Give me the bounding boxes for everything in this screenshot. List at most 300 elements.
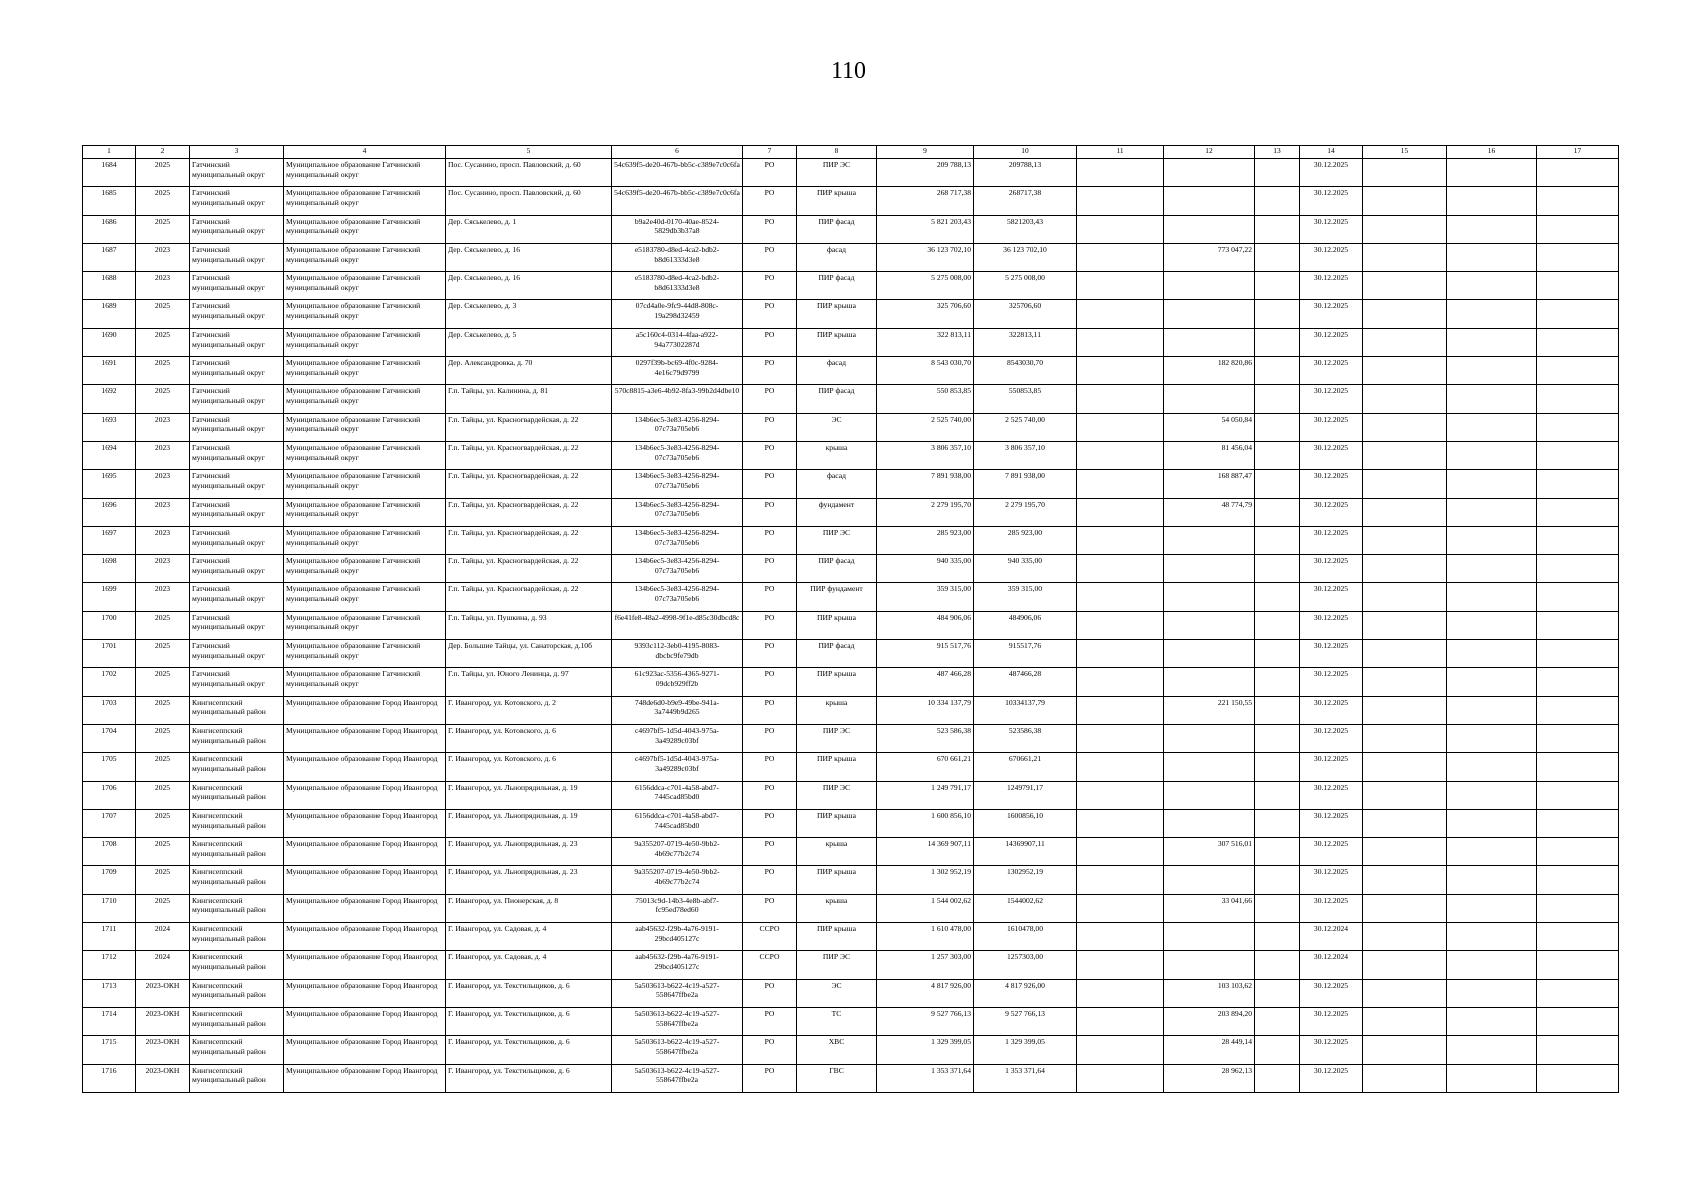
- cell-work-type: ПИР крыша: [797, 753, 877, 781]
- cell-work-type: фасад: [797, 357, 877, 385]
- cell-municipality: Муниципальное образование Гатчинский муниципальный округ: [284, 640, 446, 668]
- cell-total-cost: 487466,28: [974, 668, 1077, 696]
- cell-col-13: [1255, 1036, 1300, 1064]
- cell-col-12: 28 449,14: [1164, 1036, 1255, 1064]
- table-row: [83, 441, 1619, 469]
- table-row: [83, 894, 1619, 922]
- cell-col-16: [1447, 470, 1537, 498]
- cell-district: Кингисеппский муниципальный район: [190, 894, 284, 922]
- cell-deadline: 30.12.2025: [1300, 781, 1363, 809]
- cell-row-number: 1714: [83, 1007, 136, 1035]
- column-header-16: 16: [1447, 146, 1537, 159]
- cell-col-11: [1077, 668, 1164, 696]
- cell-col-17: [1537, 951, 1619, 979]
- cell-contract-cost: 10 334 137,79: [877, 696, 974, 724]
- cell-district: Кингисеппский муниципальный район: [190, 979, 284, 1007]
- table-header: [83, 146, 1619, 159]
- cell-house-guid: 6156ddca-c701-4a58-abd7-7445cad85bd0: [612, 781, 743, 809]
- cell-col-15: [1363, 838, 1447, 866]
- cell-work-type: ПИР фасад: [797, 555, 877, 583]
- cell-col-16: [1447, 668, 1537, 696]
- cell-row-number: 1693: [83, 413, 136, 441]
- cell-address: Г.п. Тайцы, ул. Калинина, д. 81: [446, 385, 612, 413]
- cell-contract-cost: 4 817 926,00: [877, 979, 974, 1007]
- cell-municipality: Муниципальное образование Город Ивангород: [284, 696, 446, 724]
- cell-program-type: РО: [743, 640, 797, 668]
- cell-program-type: РО: [743, 668, 797, 696]
- cell-work-type: крыша: [797, 894, 877, 922]
- cell-row-number: 1710: [83, 894, 136, 922]
- cell-address: Г. Ивангород, ул. Котовского, д. 6: [446, 753, 612, 781]
- cell-district: Кингисеппский муниципальный район: [190, 838, 284, 866]
- cell-year: 2023: [136, 272, 190, 300]
- cell-row-number: 1699: [83, 583, 136, 611]
- cell-house-guid: a5c160c4-0314-4faa-a922-94a77302287d: [612, 328, 743, 356]
- cell-municipality: Муниципальное образование Город Ивангород: [284, 809, 446, 837]
- cell-work-type: ЭС: [797, 413, 877, 441]
- cell-work-type: крыша: [797, 838, 877, 866]
- cell-col-15: [1363, 894, 1447, 922]
- cell-year: 2023-ОКН: [136, 979, 190, 1007]
- cell-col-16: [1447, 272, 1537, 300]
- cell-program-type: РО: [743, 187, 797, 215]
- cell-col-11: [1077, 526, 1164, 554]
- cell-col-17: [1537, 894, 1619, 922]
- cell-col-17: [1537, 328, 1619, 356]
- cell-house-guid: 54c639f5-de20-467b-bb5c-c389e7c0c6fa: [612, 159, 743, 187]
- cell-col-13: [1255, 413, 1300, 441]
- cell-col-13: [1255, 781, 1300, 809]
- cell-year: 2025: [136, 385, 190, 413]
- cell-deadline: 30.12.2025: [1300, 696, 1363, 724]
- cell-col-11: [1077, 498, 1164, 526]
- column-header-17: 17: [1537, 146, 1619, 159]
- cell-col-17: [1537, 470, 1619, 498]
- cell-col-12: [1164, 809, 1255, 837]
- page-number: 110: [830, 58, 867, 84]
- cell-address: Г.п. Тайцы, ул. Пушкина, д. 93: [446, 611, 612, 639]
- cell-municipality: Муниципальное образование Город Ивангород: [284, 979, 446, 1007]
- cell-district: Гатчинский муниципальный округ: [190, 300, 284, 328]
- cell-row-number: 1692: [83, 385, 136, 413]
- cell-year: 2025: [136, 159, 190, 187]
- cell-col-16: [1447, 555, 1537, 583]
- cell-district: Кингисеппский муниципальный район: [190, 753, 284, 781]
- cell-year: 2025: [136, 894, 190, 922]
- cell-col-12: 103 103,62: [1164, 979, 1255, 1007]
- cell-work-type: ТС: [797, 1007, 877, 1035]
- cell-col-12: 307 516,01: [1164, 838, 1255, 866]
- cell-work-type: ЭС: [797, 979, 877, 1007]
- cell-col-17: [1537, 866, 1619, 894]
- cell-deadline: 30.12.2025: [1300, 1007, 1363, 1035]
- cell-col-11: [1077, 328, 1164, 356]
- cell-col-16: [1447, 951, 1537, 979]
- table-row: [83, 470, 1619, 498]
- cell-col-12: [1164, 781, 1255, 809]
- cell-col-15: [1363, 583, 1447, 611]
- cell-municipality: Муниципальное образование Город Ивангород: [284, 838, 446, 866]
- cell-program-type: РО: [743, 979, 797, 1007]
- cell-house-guid: 134b6ec5-3e83-4256-8294-07c73a705eb6: [612, 526, 743, 554]
- cell-col-12: [1164, 187, 1255, 215]
- cell-col-11: [1077, 1036, 1164, 1064]
- cell-program-type: РО: [743, 696, 797, 724]
- cell-house-guid: 5a503613-b622-4c19-a527-558647ffbe2a: [612, 979, 743, 1007]
- cell-municipality: Муниципальное образование Гатчинский муниципальный округ: [284, 328, 446, 356]
- cell-col-13: [1255, 187, 1300, 215]
- column-header-7: 7: [743, 146, 797, 159]
- table-row: [83, 555, 1619, 583]
- cell-col-15: [1363, 357, 1447, 385]
- column-header-12: 12: [1164, 146, 1255, 159]
- table-row: [83, 300, 1619, 328]
- cell-col-12: [1164, 159, 1255, 187]
- cell-total-cost: 1 329 399,05: [974, 1036, 1077, 1064]
- cell-row-number: 1703: [83, 696, 136, 724]
- cell-col-15: [1363, 272, 1447, 300]
- cell-contract-cost: 1 257 303,00: [877, 951, 974, 979]
- cell-col-17: [1537, 413, 1619, 441]
- cell-house-guid: 134b6ec5-3e83-4256-8294-07c73a705eb6: [612, 583, 743, 611]
- cell-row-number: 1706: [83, 781, 136, 809]
- cell-row-number: 1705: [83, 753, 136, 781]
- cell-col-13: [1255, 668, 1300, 696]
- cell-address: Г. Ивангород, ул. Садовая, д. 4: [446, 951, 612, 979]
- cell-total-cost: 9 527 766,13: [974, 1007, 1077, 1035]
- cell-address: Г. Ивангород, ул. Пионерская, д. 8: [446, 894, 612, 922]
- cell-program-type: РО: [743, 300, 797, 328]
- cell-total-cost: 4 817 926,00: [974, 979, 1077, 1007]
- cell-program-type: РО: [743, 894, 797, 922]
- cell-district: Кингисеппский муниципальный район: [190, 951, 284, 979]
- cell-address: Дер. Александровка, д. 70: [446, 357, 612, 385]
- cell-col-12: [1164, 555, 1255, 583]
- cell-col-17: [1537, 753, 1619, 781]
- cell-col-11: [1077, 923, 1164, 951]
- cell-contract-cost: 550 853,85: [877, 385, 974, 413]
- cell-contract-cost: 5 275 008,00: [877, 272, 974, 300]
- cell-municipality: Муниципальное образование Гатчинский муниципальный округ: [284, 470, 446, 498]
- cell-year: 2025: [136, 781, 190, 809]
- cell-district: Кингисеппский муниципальный район: [190, 781, 284, 809]
- cell-deadline: 30.12.2025: [1300, 1064, 1363, 1092]
- cell-work-type: ПИР ЭС: [797, 781, 877, 809]
- cell-house-guid: 748de6d0-b9e9-49be-941a-3a7449b9d265: [612, 696, 743, 724]
- cell-municipality: Муниципальное образование Гатчинский муниципальный округ: [284, 413, 446, 441]
- cell-contract-cost: 14 369 907,11: [877, 838, 974, 866]
- cell-contract-cost: 523 586,38: [877, 724, 974, 752]
- cell-row-number: 1708: [83, 838, 136, 866]
- cell-program-type: РО: [743, 498, 797, 526]
- cell-col-13: [1255, 328, 1300, 356]
- cell-col-16: [1447, 866, 1537, 894]
- cell-deadline: 30.12.2025: [1300, 640, 1363, 668]
- cell-contract-cost: 1 353 371,64: [877, 1064, 974, 1092]
- cell-work-type: ПИР крыша: [797, 866, 877, 894]
- cell-address: Г. Ивангород, ул. Текстильщиков, д. 6: [446, 1007, 612, 1035]
- cell-col-11: [1077, 640, 1164, 668]
- cell-total-cost: 8543030,70: [974, 357, 1077, 385]
- cell-row-number: 1694: [83, 441, 136, 469]
- cell-house-guid: 9393c112-3eb0-4195-8083-dbcbc9fe79db: [612, 640, 743, 668]
- cell-deadline: 30.12.2025: [1300, 668, 1363, 696]
- cell-row-number: 1698: [83, 555, 136, 583]
- cell-row-number: 1709: [83, 866, 136, 894]
- cell-col-15: [1363, 809, 1447, 837]
- cell-house-guid: 134b6ec5-3e83-4256-8294-07c73a705eb6: [612, 498, 743, 526]
- cell-program-type: РО: [743, 781, 797, 809]
- table-row: [83, 1007, 1619, 1035]
- cell-col-16: [1447, 385, 1537, 413]
- column-header-2: 2: [136, 146, 190, 159]
- cell-deadline: 30.12.2025: [1300, 159, 1363, 187]
- cell-house-guid: 134b6ec5-3e83-4256-8294-07c73a705eb6: [612, 441, 743, 469]
- cell-program-type: РО: [743, 611, 797, 639]
- cell-col-17: [1537, 243, 1619, 271]
- cell-col-11: [1077, 583, 1164, 611]
- cell-work-type: крыша: [797, 441, 877, 469]
- cell-col-17: [1537, 923, 1619, 951]
- cell-contract-cost: 487 466,28: [877, 668, 974, 696]
- cell-col-11: [1077, 696, 1164, 724]
- cell-deadline: 30.12.2025: [1300, 272, 1363, 300]
- cell-district: Кингисеппский муниципальный район: [190, 809, 284, 837]
- cell-col-13: [1255, 498, 1300, 526]
- cell-col-15: [1363, 1007, 1447, 1035]
- cell-year: 2023-ОКН: [136, 1036, 190, 1064]
- cell-row-number: 1715: [83, 1036, 136, 1064]
- cell-work-type: ПИР крыша: [797, 611, 877, 639]
- cell-deadline: 30.12.2025: [1300, 866, 1363, 894]
- table-row: [83, 583, 1619, 611]
- table-row: [83, 611, 1619, 639]
- column-header-5: 5: [446, 146, 612, 159]
- cell-municipality: Муниципальное образование Город Ивангород: [284, 866, 446, 894]
- cell-house-guid: aab45632-f29b-4a76-9191-29bcd405127c: [612, 951, 743, 979]
- cell-total-cost: 915517,76: [974, 640, 1077, 668]
- table-row: [83, 215, 1619, 243]
- cell-row-number: 1713: [83, 979, 136, 1007]
- cell-work-type: ПИР фасад: [797, 385, 877, 413]
- cell-address: Г. Ивангород, ул. Текстильщиков, д. 6: [446, 979, 612, 1007]
- cell-house-guid: 5a503613-b622-4c19-a527-558647ffbe2a: [612, 1007, 743, 1035]
- cell-col-16: [1447, 526, 1537, 554]
- cell-col-15: [1363, 413, 1447, 441]
- column-header-10: 10: [974, 146, 1077, 159]
- cell-municipality: Муниципальное образование Гатчинский муниципальный округ: [284, 583, 446, 611]
- cell-year: 2023: [136, 441, 190, 469]
- cell-program-type: РО: [743, 866, 797, 894]
- cell-col-15: [1363, 385, 1447, 413]
- cell-address: Г. Ивангород, ул. Льнопрядильная, д. 19: [446, 809, 612, 837]
- cell-col-12: 54 050,84: [1164, 413, 1255, 441]
- cell-deadline: 30.12.2025: [1300, 357, 1363, 385]
- cell-deadline: 30.12.2025: [1300, 526, 1363, 554]
- cell-col-16: [1447, 979, 1537, 1007]
- cell-work-type: фундамент: [797, 498, 877, 526]
- cell-deadline: 30.12.2025: [1300, 413, 1363, 441]
- cell-work-type: ПИР фасад: [797, 215, 877, 243]
- cell-col-16: [1447, 441, 1537, 469]
- cell-program-type: РО: [743, 243, 797, 271]
- cell-col-16: [1447, 838, 1537, 866]
- cell-row-number: 1702: [83, 668, 136, 696]
- cell-col-16: [1447, 640, 1537, 668]
- cell-contract-cost: 9 527 766,13: [877, 1007, 974, 1035]
- cell-col-11: [1077, 951, 1164, 979]
- cell-row-number: 1700: [83, 611, 136, 639]
- cell-year: 2025: [136, 611, 190, 639]
- cell-district: Кингисеппский муниципальный район: [190, 866, 284, 894]
- header-row: [83, 146, 1619, 159]
- cell-contract-cost: 268 717,38: [877, 187, 974, 215]
- cell-district: Гатчинский муниципальный округ: [190, 357, 284, 385]
- cell-program-type: РО: [743, 753, 797, 781]
- cell-col-16: [1447, 357, 1537, 385]
- cell-col-12: [1164, 923, 1255, 951]
- cell-address: Дер. Сяськелево, д. 3: [446, 300, 612, 328]
- cell-col-13: [1255, 583, 1300, 611]
- cell-col-16: [1447, 1007, 1537, 1035]
- cell-address: Г.п. Тайцы, ул. Красногвардейская, д. 22: [446, 583, 612, 611]
- cell-total-cost: 209788,13: [974, 159, 1077, 187]
- cell-col-17: [1537, 809, 1619, 837]
- cell-municipality: Муниципальное образование Гатчинский муниципальный округ: [284, 300, 446, 328]
- cell-district: Гатчинский муниципальный округ: [190, 328, 284, 356]
- cell-work-type: ПИР крыша: [797, 923, 877, 951]
- table-row: [83, 357, 1619, 385]
- cell-col-15: [1363, 526, 1447, 554]
- cell-year: 2023-ОКН: [136, 1064, 190, 1092]
- cell-col-16: [1447, 583, 1537, 611]
- cell-row-number: 1696: [83, 498, 136, 526]
- cell-col-17: [1537, 611, 1619, 639]
- cell-total-cost: 484906,06: [974, 611, 1077, 639]
- cell-total-cost: 1 353 371,64: [974, 1064, 1077, 1092]
- cell-col-16: [1447, 809, 1537, 837]
- cell-total-cost: 5821203,43: [974, 215, 1077, 243]
- cell-col-12: 33 041,66: [1164, 894, 1255, 922]
- cell-row-number: 1686: [83, 215, 136, 243]
- cell-col-13: [1255, 526, 1300, 554]
- cell-work-type: ПИР крыша: [797, 668, 877, 696]
- cell-program-type: РО: [743, 1007, 797, 1035]
- cell-col-16: [1447, 753, 1537, 781]
- cell-house-guid: e5183780-d8ed-4ca2-bdb2-b8d61333d3e8: [612, 243, 743, 271]
- cell-row-number: 1707: [83, 809, 136, 837]
- cell-col-17: [1537, 724, 1619, 752]
- cell-col-12: 168 887,47: [1164, 470, 1255, 498]
- cell-house-guid: 134b6ec5-3e83-4256-8294-07c73a705eb6: [612, 555, 743, 583]
- cell-contract-cost: 359 315,00: [877, 583, 974, 611]
- cell-col-11: [1077, 357, 1164, 385]
- cell-year: 2025: [136, 866, 190, 894]
- cell-house-guid: 5a503613-b622-4c19-a527-558647ffbe2a: [612, 1036, 743, 1064]
- cell-col-12: 48 774,79: [1164, 498, 1255, 526]
- cell-col-17: [1537, 979, 1619, 1007]
- cell-district: Кингисеппский муниципальный район: [190, 724, 284, 752]
- cell-contract-cost: 7 891 938,00: [877, 470, 974, 498]
- cell-address: Г.п. Тайцы, ул. Красногвардейская, д. 22: [446, 413, 612, 441]
- cell-district: Гатчинский муниципальный округ: [190, 583, 284, 611]
- cell-contract-cost: 1 302 952,19: [877, 866, 974, 894]
- cell-total-cost: 2 279 195,70: [974, 498, 1077, 526]
- cell-district: Гатчинский муниципальный округ: [190, 498, 284, 526]
- cell-program-type: РО: [743, 724, 797, 752]
- cell-total-cost: 1610478,00: [974, 923, 1077, 951]
- cell-house-guid: c4697bf5-1d5d-4043-975a-3a49289c03bf: [612, 724, 743, 752]
- cell-contract-cost: 2 279 195,70: [877, 498, 974, 526]
- cell-deadline: 30.12.2025: [1300, 243, 1363, 271]
- cell-year: 2025: [136, 809, 190, 837]
- cell-total-cost: 7 891 938,00: [974, 470, 1077, 498]
- cell-deadline: 30.12.2025: [1300, 300, 1363, 328]
- cell-deadline: 30.12.2025: [1300, 385, 1363, 413]
- cell-deadline: 30.12.2025: [1300, 724, 1363, 752]
- cell-total-cost: 1600856,10: [974, 809, 1077, 837]
- cell-col-17: [1537, 668, 1619, 696]
- cell-col-15: [1363, 979, 1447, 1007]
- cell-col-13: [1255, 159, 1300, 187]
- cell-col-15: [1363, 498, 1447, 526]
- cell-year: 2025: [136, 300, 190, 328]
- cell-contract-cost: 3 806 357,10: [877, 441, 974, 469]
- cell-col-16: [1447, 696, 1537, 724]
- cell-col-13: [1255, 611, 1300, 639]
- cell-row-number: 1695: [83, 470, 136, 498]
- cell-total-cost: 285 923,00: [974, 526, 1077, 554]
- cell-municipality: Муниципальное образование Гатчинский муниципальный округ: [284, 215, 446, 243]
- cell-work-type: ПИР фасад: [797, 272, 877, 300]
- cell-deadline: 30.12.2025: [1300, 187, 1363, 215]
- cell-col-13: [1255, 979, 1300, 1007]
- cell-total-cost: 3 806 357,10: [974, 441, 1077, 469]
- cell-col-11: [1077, 187, 1164, 215]
- cell-col-11: [1077, 243, 1164, 271]
- cell-col-12: 182 820,86: [1164, 357, 1255, 385]
- cell-col-16: [1447, 328, 1537, 356]
- cell-district: Гатчинский муниципальный округ: [190, 470, 284, 498]
- cell-col-17: [1537, 1007, 1619, 1035]
- table-row: [83, 385, 1619, 413]
- cell-row-number: 1688: [83, 272, 136, 300]
- cell-col-17: [1537, 583, 1619, 611]
- cell-deadline: 30.12.2024: [1300, 951, 1363, 979]
- cell-col-13: [1255, 753, 1300, 781]
- cell-district: Гатчинский муниципальный округ: [190, 611, 284, 639]
- column-header-13: 13: [1255, 146, 1300, 159]
- cell-deadline: 30.12.2024: [1300, 923, 1363, 951]
- cell-year: 2025: [136, 187, 190, 215]
- cell-col-13: [1255, 357, 1300, 385]
- cell-year: 2025: [136, 357, 190, 385]
- cell-municipality: Муниципальное образование Гатчинский муниципальный округ: [284, 385, 446, 413]
- cell-col-15: [1363, 215, 1447, 243]
- cell-total-cost: 10334137,79: [974, 696, 1077, 724]
- cell-col-13: [1255, 838, 1300, 866]
- cell-total-cost: 1302952,19: [974, 866, 1077, 894]
- cell-address: Г. Ивангород, ул. Текстильщиков, д. 6: [446, 1036, 612, 1064]
- cell-address: Г.п. Тайцы, ул. Красногвардейская, д. 22: [446, 498, 612, 526]
- cell-program-type: РО: [743, 1064, 797, 1092]
- cell-program-type: РО: [743, 555, 797, 583]
- cell-program-type: РО: [743, 583, 797, 611]
- cell-district: Кингисеппский муниципальный район: [190, 696, 284, 724]
- cell-col-13: [1255, 866, 1300, 894]
- table-row: [83, 668, 1619, 696]
- cell-row-number: 1716: [83, 1064, 136, 1092]
